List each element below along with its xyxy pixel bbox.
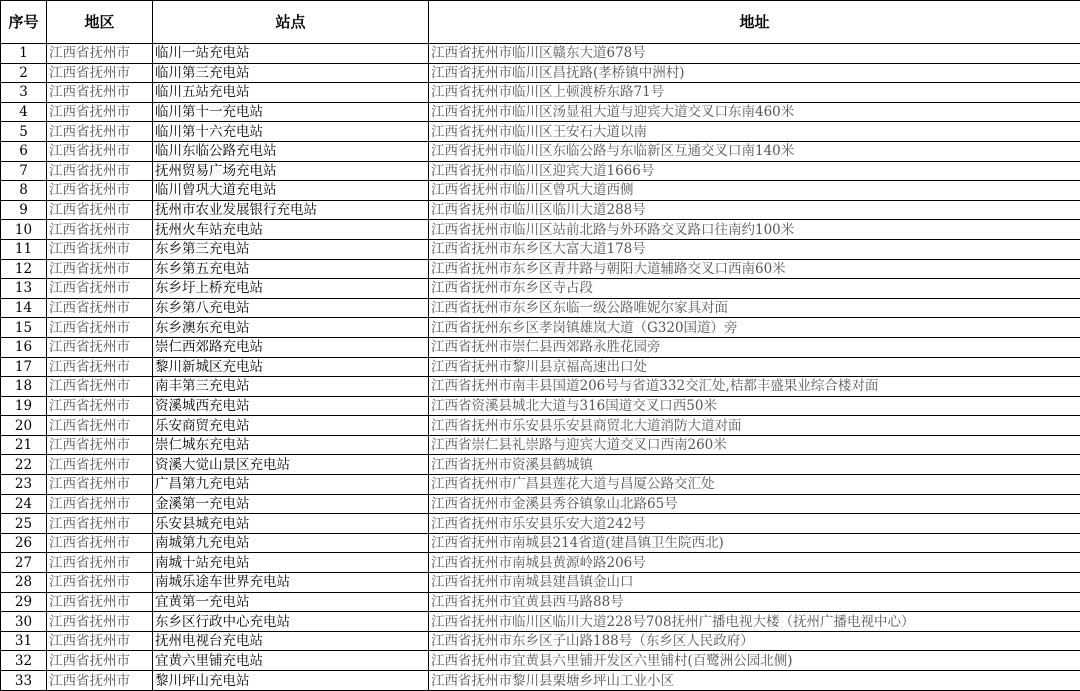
cell-station: 东乡澳东充电站	[153, 318, 429, 338]
cell-station: 抚州贸易广场充电站	[153, 161, 429, 181]
cell-area: 江西省抚州市	[47, 122, 153, 142]
cell-address: 江西省抚州市临川区昌抚路(孝桥镇中洲村)	[429, 63, 1080, 83]
table-row	[1, 435, 1080, 455]
cell-address: 江西省抚州市南城县黄源岭路206号	[429, 553, 1080, 573]
table-row	[1, 141, 1080, 161]
cell-station: 南城乐途车世界充电站	[153, 573, 429, 593]
cell-area: 江西省抚州市	[47, 377, 153, 397]
table-row	[1, 259, 1080, 279]
cell-station: 资溪大觉山景区充电站	[153, 455, 429, 475]
cell-address: 江西省抚州市黎川县京福高速出口处	[429, 357, 1080, 377]
cell-area: 江西省抚州市	[47, 239, 153, 259]
cell-station: 临川东临公路充电站	[153, 141, 429, 161]
cell-station: 南城十站充电站	[153, 553, 429, 573]
cell-no: 31	[1, 631, 47, 651]
table-row	[1, 318, 1080, 338]
cell-area: 江西省抚州市	[47, 141, 153, 161]
cell-address: 江西省抚州市东乡区东临一级公路唯妮尔家具对面	[429, 298, 1080, 318]
cell-no: 28	[1, 573, 47, 593]
table-row	[1, 651, 1080, 671]
cell-station: 南城第九充电站	[153, 533, 429, 553]
cell-station: 崇仁西郊路充电站	[153, 337, 429, 357]
cell-station: 广昌第九充电站	[153, 475, 429, 495]
cell-area: 江西省抚州市	[47, 161, 153, 181]
table-row	[1, 357, 1080, 377]
table-row	[1, 239, 1080, 259]
cell-no: 11	[1, 239, 47, 259]
table-row	[1, 671, 1080, 691]
cell-area: 江西省抚州市	[47, 318, 153, 338]
cell-station: 临川曾巩大道充电站	[153, 181, 429, 201]
column-header-address: 地址	[429, 1, 1080, 44]
cell-address: 江西省抚州市金溪县秀谷镇象山北路65号	[429, 494, 1080, 514]
table-row	[1, 533, 1080, 553]
cell-area: 江西省抚州市	[47, 631, 153, 651]
cell-no: 25	[1, 514, 47, 534]
cell-area: 江西省抚州市	[47, 533, 153, 553]
cell-area: 江西省抚州市	[47, 181, 153, 201]
table-row	[1, 102, 1080, 122]
cell-station: 金溪第一充电站	[153, 494, 429, 514]
cell-address: 江西省抚州市东乡区寺占段	[429, 279, 1080, 299]
table-row	[1, 553, 1080, 573]
cell-area: 江西省抚州市	[47, 475, 153, 495]
cell-station: 东乡第三充电站	[153, 239, 429, 259]
table-row	[1, 377, 1080, 397]
cell-no: 27	[1, 553, 47, 573]
cell-station: 抚州火车站充电站	[153, 220, 429, 240]
cell-no: 29	[1, 592, 47, 612]
column-header-area: 地区	[47, 1, 153, 44]
column-header-no: 序号	[1, 1, 47, 44]
cell-area: 江西省抚州市	[47, 455, 153, 475]
cell-area: 江西省抚州市	[47, 337, 153, 357]
cell-address: 江西省抚州市乐安县乐安县商贸北大道消防大道对面	[429, 416, 1080, 436]
cell-no: 21	[1, 435, 47, 455]
column-header-station: 站点	[153, 1, 429, 44]
table-row	[1, 631, 1080, 651]
cell-address: 江西省抚州市临川区临川大道228号708抚州广播电视大楼（抚州广播电视中心）	[429, 612, 1080, 632]
cell-no: 13	[1, 279, 47, 299]
cell-no: 3	[1, 83, 47, 103]
cell-address: 江西省抚州市崇仁县西郊路永胜花园旁	[429, 337, 1080, 357]
cell-address: 江西省抚州市临川区赣东大道678号	[429, 44, 1080, 64]
cell-no: 12	[1, 259, 47, 279]
cell-area: 江西省抚州市	[47, 435, 153, 455]
table-row	[1, 416, 1080, 436]
cell-station: 宜黄第一充电站	[153, 592, 429, 612]
cell-address: 江西省抚州市临川区王安石大道以南	[429, 122, 1080, 142]
table-body	[1, 44, 1080, 691]
cell-station: 临川第十六充电站	[153, 122, 429, 142]
cell-area: 江西省抚州市	[47, 279, 153, 299]
table-row	[1, 337, 1080, 357]
cell-address: 江西省抚州市南丰县国道206号与省道332交汇处,桔都丰盛果业综合楼对面	[429, 377, 1080, 397]
cell-no: 20	[1, 416, 47, 436]
cell-no: 2	[1, 63, 47, 83]
cell-no: 15	[1, 318, 47, 338]
cell-no: 6	[1, 141, 47, 161]
cell-area: 江西省抚州市	[47, 573, 153, 593]
cell-station: 东乡第八充电站	[153, 298, 429, 318]
cell-no: 30	[1, 612, 47, 632]
cell-area: 江西省抚州市	[47, 200, 153, 220]
cell-area: 江西省抚州市	[47, 298, 153, 318]
cell-area: 江西省抚州市	[47, 494, 153, 514]
cell-no: 7	[1, 161, 47, 181]
cell-no: 8	[1, 181, 47, 201]
cell-area: 江西省抚州市	[47, 102, 153, 122]
cell-no: 4	[1, 102, 47, 122]
cell-station: 临川第三充电站	[153, 63, 429, 83]
cell-no: 26	[1, 533, 47, 553]
cell-station: 临川一站充电站	[153, 44, 429, 64]
cell-no: 19	[1, 396, 47, 416]
cell-address: 江西省抚州市临川区临川大道288号	[429, 200, 1080, 220]
cell-station: 抚州市农业发展银行充电站	[153, 200, 429, 220]
cell-address: 江西省抚州市临川区站前北路与外环路交叉路口往南约100米	[429, 220, 1080, 240]
cell-address: 江西省抚州市东乡区子山路188号（东乡区人民政府）	[429, 631, 1080, 651]
cell-no: 5	[1, 122, 47, 142]
cell-no: 18	[1, 377, 47, 397]
cell-area: 江西省抚州市	[47, 83, 153, 103]
cell-area: 江西省抚州市	[47, 671, 153, 691]
cell-station: 临川五站充电站	[153, 83, 429, 103]
cell-address: 江西省抚州东乡区孝岗镇雄岚大道（G320国道）旁	[429, 318, 1080, 338]
table-row	[1, 396, 1080, 416]
cell-no: 10	[1, 220, 47, 240]
table-row	[1, 83, 1080, 103]
table-row	[1, 494, 1080, 514]
cell-address: 江西省抚州市黎川县栗塘乡坪山工业小区	[429, 671, 1080, 691]
cell-area: 江西省抚州市	[47, 612, 153, 632]
cell-station: 资溪城西充电站	[153, 396, 429, 416]
cell-station: 南丰第三充电站	[153, 377, 429, 397]
table-row	[1, 63, 1080, 83]
table-row	[1, 514, 1080, 534]
cell-station: 东乡区行政中心充电站	[153, 612, 429, 632]
cell-area: 江西省抚州市	[47, 220, 153, 240]
cell-address: 江西省抚州市南城县214省道(建昌镇卫生院西北)	[429, 533, 1080, 553]
cell-no: 23	[1, 475, 47, 495]
cell-area: 江西省抚州市	[47, 44, 153, 64]
cell-no: 14	[1, 298, 47, 318]
cell-address: 江西省抚州市东乡区大富大道178号	[429, 239, 1080, 259]
cell-station: 东乡圩上桥充电站	[153, 279, 429, 299]
table-row	[1, 475, 1080, 495]
table-row	[1, 161, 1080, 181]
table-row	[1, 298, 1080, 318]
cell-address: 江西省抚州市临川区上顿渡桥东路71号	[429, 83, 1080, 103]
cell-address: 江西省抚州市资溪县鹤城镇	[429, 455, 1080, 475]
table-row	[1, 279, 1080, 299]
table-row	[1, 592, 1080, 612]
cell-address: 江西省抚州市东乡区青井路与朝阳大道辅路交叉口西南60米	[429, 259, 1080, 279]
cell-no: 22	[1, 455, 47, 475]
cell-area: 江西省抚州市	[47, 416, 153, 436]
table-row	[1, 455, 1080, 475]
cell-address: 江西省抚州市临川区迎宾大道1666号	[429, 161, 1080, 181]
cell-no: 17	[1, 357, 47, 377]
cell-area: 江西省抚州市	[47, 357, 153, 377]
cell-area: 江西省抚州市	[47, 396, 153, 416]
cell-no: 16	[1, 337, 47, 357]
cell-no: 33	[1, 671, 47, 691]
table-row	[1, 181, 1080, 201]
cell-address: 江西省抚州市临川区汤显祖大道与迎宾大道交叉口东南460米	[429, 102, 1080, 122]
cell-station: 抚州电视台充电站	[153, 631, 429, 651]
cell-address: 江西省抚州市临川区曾巩大道西侧	[429, 181, 1080, 201]
cell-address: 江西省崇仁县礼崇路与迎宾大道交叉口西南260米	[429, 435, 1080, 455]
cell-address: 江西省抚州市宜黄县六里铺开发区六里铺村(百鹭洲公园北侧)	[429, 651, 1080, 671]
table-row	[1, 612, 1080, 632]
cell-station: 乐安县城充电站	[153, 514, 429, 534]
header-row	[1, 1, 1080, 44]
cell-area: 江西省抚州市	[47, 259, 153, 279]
cell-address: 江西省抚州市乐安县乐安大道242号	[429, 514, 1080, 534]
cell-area: 江西省抚州市	[47, 514, 153, 534]
cell-station: 黎川坪山充电站	[153, 671, 429, 691]
cell-area: 江西省抚州市	[47, 592, 153, 612]
cell-address: 江西省资溪县城北大道与316国道交叉口西50米	[429, 396, 1080, 416]
cell-station: 崇仁城东充电站	[153, 435, 429, 455]
cell-address: 江西省抚州市宜黄县西马路88号	[429, 592, 1080, 612]
cell-no: 9	[1, 200, 47, 220]
cell-no: 24	[1, 494, 47, 514]
table-row	[1, 200, 1080, 220]
table-header	[1, 1, 1080, 44]
table-row	[1, 44, 1080, 64]
cell-area: 江西省抚州市	[47, 553, 153, 573]
cell-station: 东乡第五充电站	[153, 259, 429, 279]
cell-address: 江西省抚州市南城县建昌镇金山口	[429, 573, 1080, 593]
cell-station: 黎川新城区充电站	[153, 357, 429, 377]
cell-station: 临川第十一充电站	[153, 102, 429, 122]
cell-area: 江西省抚州市	[47, 63, 153, 83]
cell-no: 1	[1, 44, 47, 64]
cell-station: 宜黄六里铺充电站	[153, 651, 429, 671]
cell-station: 乐安商贸充电站	[153, 416, 429, 436]
table-row	[1, 122, 1080, 142]
table-row	[1, 220, 1080, 240]
table-row	[1, 573, 1080, 593]
cell-address: 江西省抚州市临川区东临公路与东临新区互通交叉口南140米	[429, 141, 1080, 161]
cell-no: 32	[1, 651, 47, 671]
cell-area: 江西省抚州市	[47, 651, 153, 671]
cell-address: 江西省抚州市广昌县莲花大道与昌厦公路交汇处	[429, 475, 1080, 495]
